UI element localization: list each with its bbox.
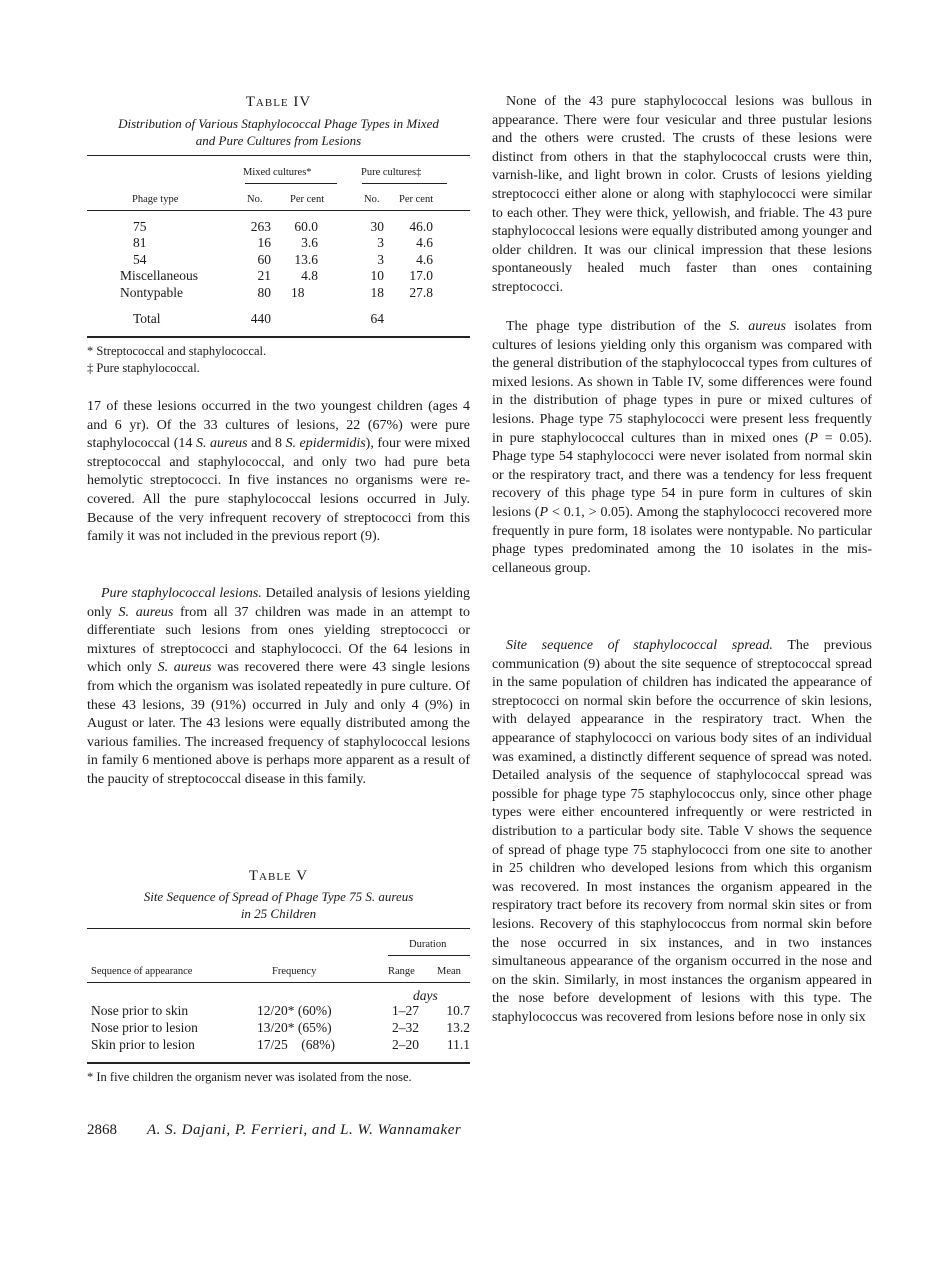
table-iv-group-header-pure: Pure cultures‡ xyxy=(361,167,422,178)
frequency-cell: 17/25 (68%) xyxy=(257,1037,335,1052)
range-cell: 2–32 xyxy=(392,1020,419,1035)
table-iv-header-mixed-no: No. xyxy=(247,194,263,205)
total-label: Total xyxy=(133,311,161,326)
mean-cell: 11.1 xyxy=(446,1037,470,1052)
mixed-pct-cell: 18 xyxy=(291,285,305,300)
table-iv-title: Table IV xyxy=(245,94,312,110)
mean-cell: 10.7 xyxy=(446,1003,470,1018)
table-v-header-range: Range xyxy=(388,966,415,977)
text-run: < 0.1, > 0.05). Among the staphylococci recovered more frequently in pure form, 18 isolates were nontypable. No particular phage types predominated among the 10 isolates in the miscellaneous group. xyxy=(492,504,873,576)
table-v-header-mean: Mean xyxy=(437,966,461,977)
table-v-duration-underline xyxy=(388,955,470,956)
table-v-caption-line1: Site Sequence of Spread of Phage Type 75 S. aureus xyxy=(143,889,414,904)
text-run: was recovered there were 43 single lesions from which the organism was isolated repeatedly in pure culture. Of these 43 lesions, 39 (91%) occurred in July and only 4 (9%) in August or later. The 43 lesions were equally distributed among the various families. The increased frequency of staphylococcal lesions in family 6 mentioned above is perhaps more apparent as a result of the paucity of streptococcal disease in this family. xyxy=(87,660,470,787)
table-v-top-rule xyxy=(87,928,470,929)
table-iv-header-pure-no: No. xyxy=(364,194,380,205)
pure-no-cell: 10 xyxy=(370,268,384,283)
left-paragraph-2 xyxy=(87,585,470,790)
text-run: from all 37 children was made in an attempt to differentiate such lesions from ones yielding streptococci or mixtures of streptococci and staphylococci. Of the 64 lesions in which only xyxy=(87,604,470,676)
mixed-no-cell: 80 xyxy=(257,285,271,300)
table-iv-footnote-1: * Streptococcal and staphylococcal. xyxy=(87,344,267,358)
text-run: None of the 43 pure staphylococcal lesions was bullous in appearance. There were four vesicular and three pustular lesions and the others were crusted. The crusts of these lesions were distinct from others in that the staphylococcal crusts were thin, varnish-like, and light brown in color. Crusts of lesions yielding streptococci either alone or along with staphylococci were similar to each other. They were thick, yellowish, and friable. The 43 pure staphylococcal lesions were equally distributed among younger and older children. It was our clinical impression that these lesions spontaneously healed much faster than ones containing streptococci. xyxy=(492,94,872,295)
mean-cell: 13.2 xyxy=(446,1020,470,1035)
page-footer xyxy=(87,1122,461,1139)
table-iv-header-phage-type: Phage type xyxy=(132,194,179,205)
table-v-header-frequency: Frequency xyxy=(272,966,317,977)
phage-type-cell: Miscellaneous xyxy=(120,268,198,283)
table-iv-header-rule xyxy=(87,210,470,211)
pure-pct-cell: 46.0 xyxy=(409,219,433,234)
mixed-pct-cell: 3.6 xyxy=(301,235,318,250)
pure-pct-cell: 27.8 xyxy=(409,285,433,300)
pure-no-cell: 3 xyxy=(377,235,384,250)
pure-pct-cell: 4.6 xyxy=(416,252,433,267)
text-run: The previous communication (9) about the site sequence of streptococcal spread in the same population of children has indicated the appearance of streptococci on normal skin before the occurrence of skin lesions, with delayed appearance in the respiratory tract. When the appearance of staphylococci on various body sites of an individual was examined, a distinctly different sequence of spread was noted. Detailed analysis of the sequence of staphylococcal spread was possible for phage type 75 staphylococcus only, since other phage types were either encountered infrequently or were restricted in distribution to a particular body site. Table V shows the sequence of spread of phage type 75 staphylococci from one site to another in 25 children who developed lesions from which this organism was recovered. In most instances the organism appeared in the respiratory tract before its recovery from normal skin sites or from lesions. Recovery of this staphylococcus from normal skin before the nose occurred in six instances, and in two instances simultaneous appearance of the organism occurred in the nose and on the skin. Similarly, in most instances the organism appeared in the nose before development of lesions with this type. The staphylococcus was recovered from lesions before nose in only six xyxy=(492,638,873,1025)
section-heading: Pure staphylococcal lesions. xyxy=(101,586,262,601)
pure-no-cell: 18 xyxy=(370,285,384,300)
p-value-symbol: P xyxy=(809,430,818,446)
table-iv-caption-line2: and Pure Cultures from Lesions xyxy=(195,133,362,148)
species-name: S. aureus xyxy=(729,319,786,334)
species-name: S. aureus xyxy=(195,436,248,452)
mixed-no-cell: 16 xyxy=(257,235,271,250)
sequence-cell: Nose prior to lesion xyxy=(91,1020,198,1035)
p-value-symbol: P xyxy=(539,504,549,520)
phage-type-cell: Nontypable xyxy=(120,285,183,300)
table-iv-top-rule xyxy=(87,155,470,156)
table-v-unit-days: days xyxy=(413,988,438,1003)
table-v-header-sequence: Sequence of appearance xyxy=(91,966,193,977)
table-v-title: Table V xyxy=(248,868,309,884)
text-run: ), four were mixed streptococcal and staphylococcal, and only two had pure beta hemolytic streptococci. In five instances no organisms were recovered. All the pure staphylococcal lesions occurred in July. Because of the very infrequent recovery of streptococci from this family it was not included in the previous report (9). xyxy=(87,436,471,545)
species-name: S. aureus xyxy=(157,660,212,676)
right-paragraph-2 xyxy=(492,318,872,578)
table-iv-group-header-mixed: Mixed cultures* xyxy=(243,167,312,178)
table-iv-header-pure-pct: Per cent xyxy=(399,194,434,205)
pure-pct-cell: 4.6 xyxy=(416,235,433,250)
text-run: isolates from cultures of lesions yielding only this organism was compared with the general distribution of the staphylococcal types from cultures of mixed lesions. As shown in Table IV, some differences were found in the distribution of phage types in pure or mixed cultures of lesions. Phage type 75 staphylococci were present less frequently in pure staphylococcal cultures than in mixed ones ( xyxy=(492,319,873,446)
range-cell: 2–20 xyxy=(392,1037,419,1052)
table-v-caption-line2: in 25 Children xyxy=(240,906,317,921)
table-v-bottom-rule xyxy=(87,1062,470,1064)
frequency-cell: 13/20* (65%) xyxy=(257,1020,332,1035)
right-paragraph-1 xyxy=(492,93,872,298)
table-v-footnote: * In five children the organism never was isolated from the nose. xyxy=(87,1070,412,1084)
text-run: 17 of these lesions occurred in the two youngest children (ages 4 and 6 yr). Of the 33 cultures of lesions, 22 (67%) were pure staphylococcal (14 xyxy=(87,399,470,452)
page-number: 2868 xyxy=(87,1122,117,1138)
mixed-no-cell: 263 xyxy=(250,219,271,234)
range-cell: 1–27 xyxy=(392,1003,419,1018)
species-name: S. aureus xyxy=(118,604,174,620)
table-v-group-header-duration: Duration xyxy=(409,939,447,950)
sequence-cell: Skin prior to lesion xyxy=(91,1037,195,1052)
table-iv-footnote-2: ‡ Pure staphylococcal. xyxy=(87,361,200,375)
mixed-pct-cell: 60.0 xyxy=(294,219,318,234)
left-paragraph-1 xyxy=(87,398,470,547)
phage-type-cell: 81 xyxy=(133,235,147,250)
authors: A. S. Dajani, P. Ferrieri, and L. W. Wannamaker xyxy=(147,1122,462,1138)
mixed-no-cell: 60 xyxy=(257,252,271,267)
table-v-header-rule xyxy=(87,982,470,983)
table-iv-caption-line1: Distribution of Various Staphylococcal Phage Types in Mixed xyxy=(118,116,439,131)
table-iv-header-mixed-pct: Per cent xyxy=(290,194,325,205)
mixed-pct-cell: 13.6 xyxy=(294,252,318,267)
total-mixed-no: 440 xyxy=(250,311,271,326)
text-run: The phage type distribution of the xyxy=(506,319,730,334)
frequency-cell: 12/20* (60%) xyxy=(257,1003,332,1018)
sequence-cell: Nose prior to skin xyxy=(91,1003,189,1018)
species-name: S. epidermidis xyxy=(285,436,366,452)
text-run: = 0.05). Phage type 54 staphylococci were never isolated from normal skin or the respiratory tract, and there was a tendency for less frequent recovery of this phage type 54 in pure form in cultures of skin lesions ( xyxy=(492,430,872,520)
table-iv-bottom-rule xyxy=(87,336,470,338)
right-paragraph-3 xyxy=(492,637,872,1027)
mixed-no-cell: 21 xyxy=(257,268,271,283)
phage-type-cell: 75 xyxy=(133,219,147,234)
table-iv-mixed-underline xyxy=(245,183,337,184)
text-run: Detailed analysis of lesions yielding only xyxy=(87,586,470,620)
pure-no-cell: 3 xyxy=(377,252,384,267)
table-iv-pure-underline xyxy=(362,183,447,184)
pure-no-cell: 30 xyxy=(370,219,384,234)
total-pure-no: 64 xyxy=(370,311,384,326)
section-heading: Site sequence of staphylococcal spread. xyxy=(506,638,773,653)
text-run: and 8 xyxy=(247,436,286,452)
mixed-pct-cell: 4.8 xyxy=(301,268,318,283)
phage-type-cell: 54 xyxy=(133,252,147,267)
pure-pct-cell: 17.0 xyxy=(409,268,433,283)
